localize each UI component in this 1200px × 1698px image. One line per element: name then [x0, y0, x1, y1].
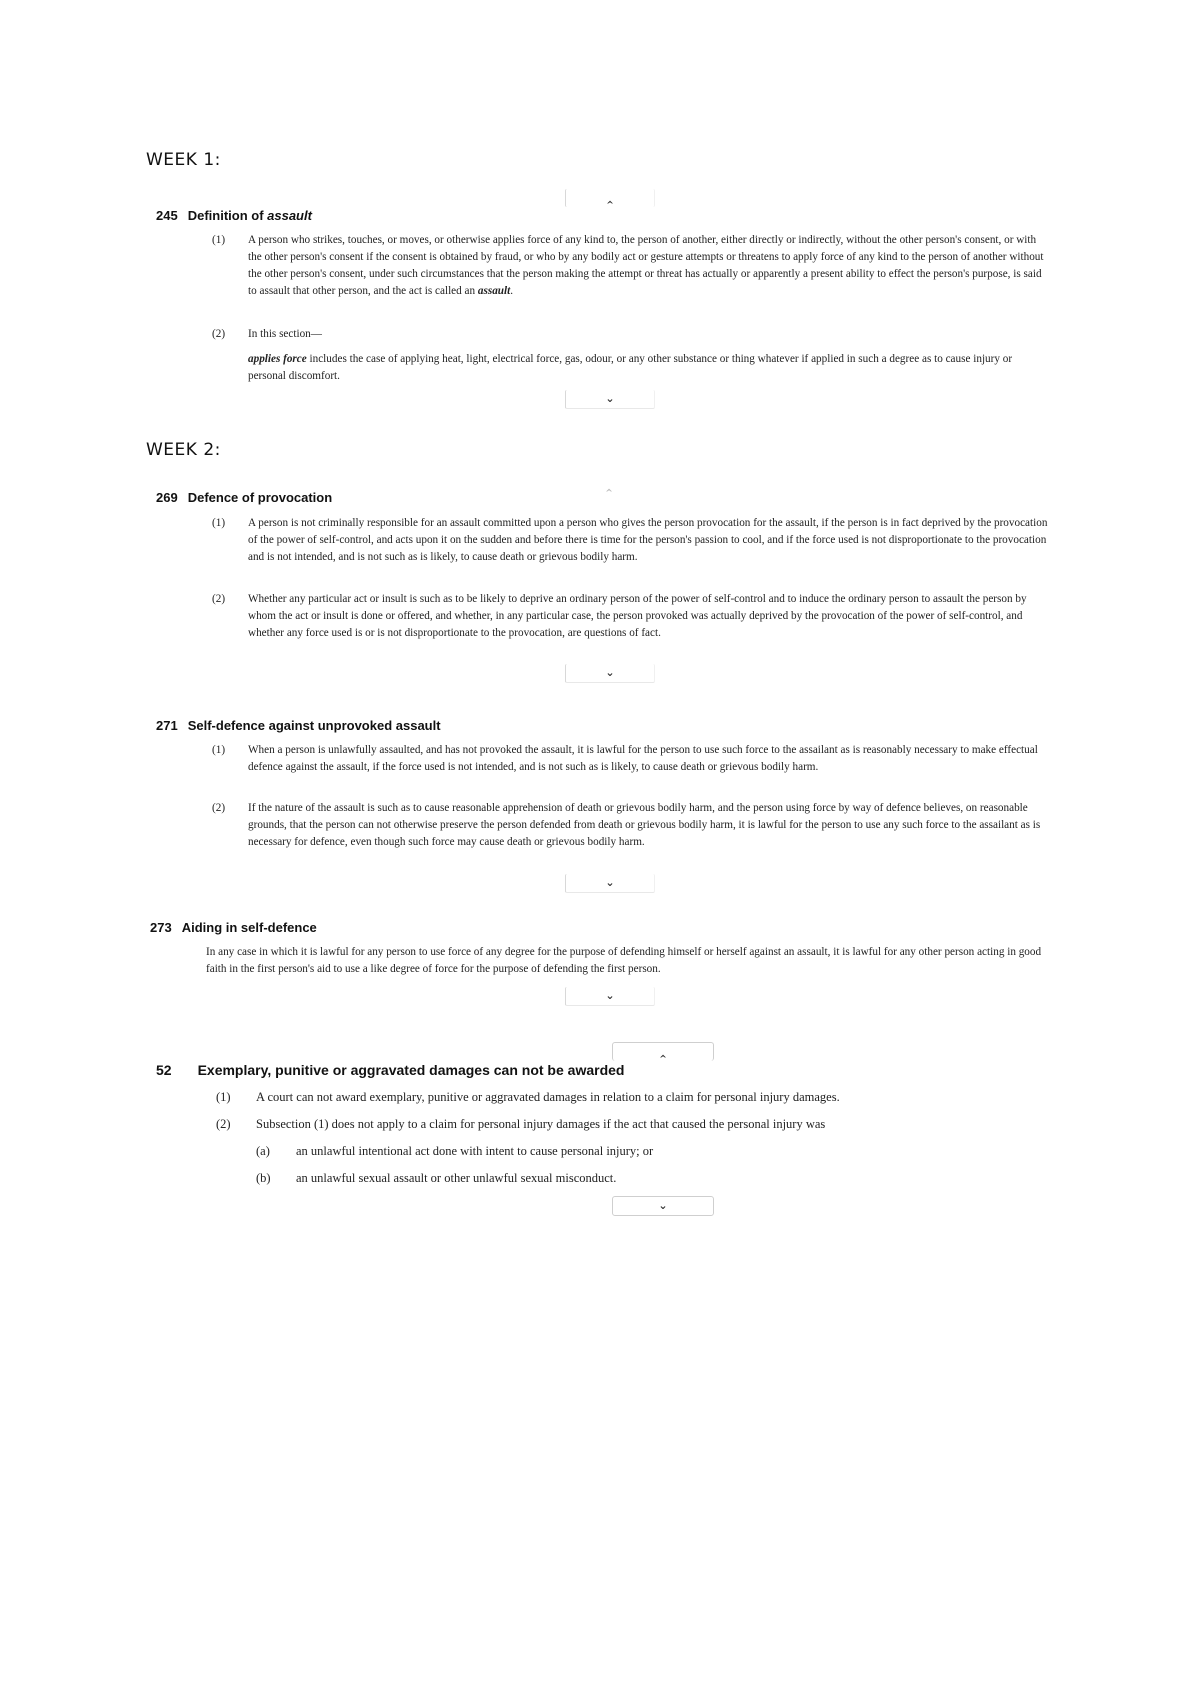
chevron-down-icon: ⌄	[605, 392, 615, 405]
paragraph-number: (2)	[212, 328, 226, 340]
chevron-up-icon: ‸	[605, 191, 615, 204]
defined-term: assault	[477, 285, 511, 297]
paragraph-text: A court can not award exemplary, punitive or aggravated damages in relation to a claim for personal injury damages.	[256, 1090, 840, 1104]
collapse-toggle[interactable]	[565, 477, 653, 495]
paragraph-text: an unlawful intentional act done with intent to cause personal injury; or	[296, 1144, 654, 1158]
expand-toggle[interactable]	[565, 390, 655, 409]
paragraph-text: In this section—	[248, 328, 322, 340]
paragraph-number: (1)	[212, 744, 226, 756]
week-2-heading: WEEK 2:	[146, 440, 221, 460]
definition-text	[248, 351, 1052, 385]
paragraph-text: Whether any particular act or insult is such as to be likely to deprive an ordinary person of the power of self-control and to induce the ordinary person to assault the person by whom the act or insult is done or offered, and whether, in any particular case, the person provoked was actually deprived by the provocation of the power of self-control, and whether any force used is or is not disproportionate to the provocation, are questions of fact.	[248, 593, 1027, 639]
section-heading-52	[156, 1062, 624, 1078]
section-title: Exemplary, punitive or aggravated damages can not be awarded	[197, 1062, 625, 1078]
section-title: Aiding in self-defence	[181, 920, 317, 935]
paragraph-end: .	[510, 285, 514, 297]
section-heading-271	[156, 718, 441, 733]
chevron-down-icon: ⌄	[605, 989, 615, 1002]
paragraph-text: When a person is unlawfully assaulted, and has not provoked the assault, it is lawful for the person to use such force to the assailant as is reasonably necessary to make effectual defence against the assault, if the force used is not intended, and is not such as is likely, to cause death or grievous bodily harm.	[248, 744, 1038, 773]
expand-toggle[interactable]	[565, 987, 655, 1006]
paragraph-number: (2)	[212, 802, 226, 814]
paragraph-number: (b)	[256, 1171, 271, 1185]
week-1-heading: WEEK 1:	[146, 150, 221, 170]
section-title: Definition of	[187, 208, 268, 223]
paragraph-text	[248, 232, 1052, 300]
defined-term: applies force	[248, 353, 307, 365]
paragraph-number: (1)	[216, 1090, 231, 1104]
expand-toggle[interactable]	[612, 1196, 714, 1216]
collapse-toggle[interactable]	[612, 1042, 714, 1061]
paragraph-text: an unlawful sexual assault or other unlawful sexual misconduct.	[296, 1171, 617, 1185]
expand-toggle[interactable]	[565, 874, 655, 893]
section-number: 271	[156, 718, 178, 733]
paragraph-number: (2)	[212, 593, 226, 605]
section-title: Defence of provocation	[187, 490, 333, 505]
section-number: 273	[150, 920, 172, 935]
chevron-down-icon: ⌄	[605, 666, 615, 679]
section-title: Self-defence against unprovoked assault	[187, 718, 441, 733]
section-title-emphasis: assault	[267, 208, 312, 223]
section-number: 52	[156, 1062, 172, 1078]
section-heading-245	[156, 208, 312, 223]
chevron-up-icon: ‸	[658, 1045, 668, 1058]
paragraph-number: (1)	[212, 517, 226, 529]
paragraph-number: (1)	[212, 234, 226, 246]
paragraph-body: A person who strikes, touches, or moves, or otherwise applies force of any kind to, the person of another, either directly or indirectly, without the other person's consent, or with the other person's consent if the consent is obtained by fraud, or who by any bodily act or gesture attempts or threatens to apply force of any kind to the person of another without the other person's consent, under such circumstances that the person making the attempt or threat has actually or apparently a present ability to effect the person's purpose, is said to assault that other person, and the act is called an	[248, 234, 1044, 297]
chevron-down-icon: ⌄	[658, 1199, 668, 1212]
paragraph-text: Subsection (1) does not apply to a claim for personal injury damages if the act that caused the personal injury was	[256, 1117, 826, 1131]
definition-body: includes the case of applying heat, light, electrical force, gas, odour, or any other substance or thing whatever if applied in such a degree as to cause injury or personal discomfort.	[248, 353, 1013, 382]
section-heading-269	[156, 490, 332, 505]
paragraph-number: (2)	[216, 1117, 231, 1131]
section-heading-273	[150, 920, 317, 935]
paragraph-text: In any case in which it is lawful for any person to use force of any degree for the purpose of defending himself or herself against an assault, it is lawful for any other person acting in good faith in the first person's aid to use a like degree of force for the purpose of defending the first person.	[206, 946, 1042, 975]
paragraph-text: If the nature of the assault is such as to cause reasonable apprehension of death or grievous bodily harm, and the person using force by way of defence believes, on reasonable grounds, that the person can not otherwise preserve the person defended from death or grievous bodily harm, it is lawful for the person to use any such force to the assailant as is necessary for defence, even though such force may cause death or grievous bodily harm.	[248, 802, 1041, 848]
chevron-down-icon: ⌄	[605, 876, 615, 889]
collapse-toggle[interactable]	[565, 189, 655, 207]
chevron-up-icon: ‸	[604, 479, 614, 492]
expand-toggle[interactable]	[565, 664, 655, 683]
paragraph-text: A person is not criminally responsible for an assault committed upon a person who gives the person provocation for the assault, if the person is in fact deprived by the provocation of the power of self-control, and acts upon it on the sudden and before there is time for the person's passion to cool, and if the force used is not disproportionate to the provocation and is not intended, and is not such as is likely, to cause death or grievous bodily harm.	[248, 517, 1048, 563]
paragraph-number: (a)	[256, 1144, 270, 1158]
section-number: 245	[156, 208, 178, 223]
section-number: 269	[156, 490, 178, 505]
